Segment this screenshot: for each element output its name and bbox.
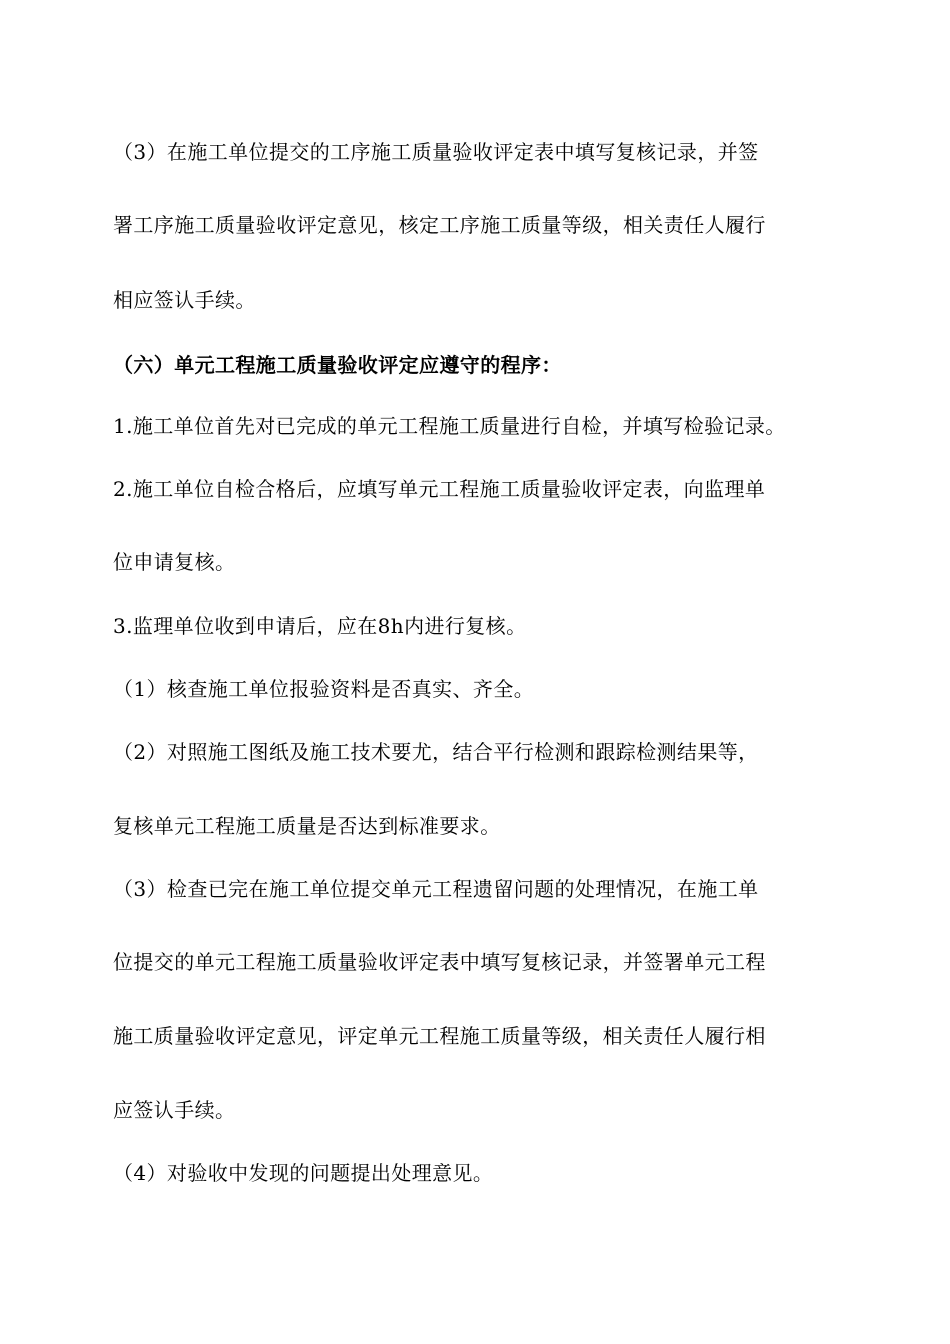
paragraph-line: 位申请复核。 bbox=[113, 550, 236, 574]
paragraph-line: 复核单元工程施工质量是否达到标准要求。 bbox=[113, 814, 501, 838]
paragraph-line: （3）检查已完在施工单位提交单元工程遗留问题的处理情况，在施工单 bbox=[113, 877, 759, 901]
paragraph-line: 相应签认手续。 bbox=[113, 288, 256, 312]
paragraph-line: 应签认手续。 bbox=[113, 1098, 236, 1122]
paragraph-line: 位提交的单元工程施工质量验收评定表中填写复核记录，并签署单元工程 bbox=[113, 950, 766, 974]
paragraph-line: （3）在施工单位提交的工序施工质量验收评定表中填写复核记录，并签 bbox=[113, 140, 759, 164]
paragraph-line: 署工序施工质量验收评定意见，核定工序施工质量等级，相关责任人履行 bbox=[113, 213, 766, 237]
paragraph-line: 3.监理单位收到申请后，应在8h内进行复核。 bbox=[113, 614, 527, 638]
paragraph-line: （4）对验收中发现的问题提出处理意见。 bbox=[113, 1161, 494, 1185]
paragraph-line: 施工质量验收评定意见，评定单元工程施工质量等级，相关责任人履行相 bbox=[113, 1024, 766, 1048]
paragraph-line: 2.施工单位自检合格后，应填写单元工程施工质量验收评定表，向监理单 bbox=[113, 477, 766, 501]
paragraph-line: （2）对照施工图纸及施工技术要尤，结合平行检测和跟踪检测结果等， bbox=[113, 740, 759, 764]
paragraph-line: （1）核查施工单位报验资料是否真实、齐全。 bbox=[113, 677, 535, 701]
paragraph-line: 1.施工单位首先对已完成的单元工程施工质量进行自检，并填写检验记录。 bbox=[113, 414, 786, 438]
section-heading: （六）单元工程施工质量验收评定应遵守的程序： bbox=[113, 353, 562, 377]
